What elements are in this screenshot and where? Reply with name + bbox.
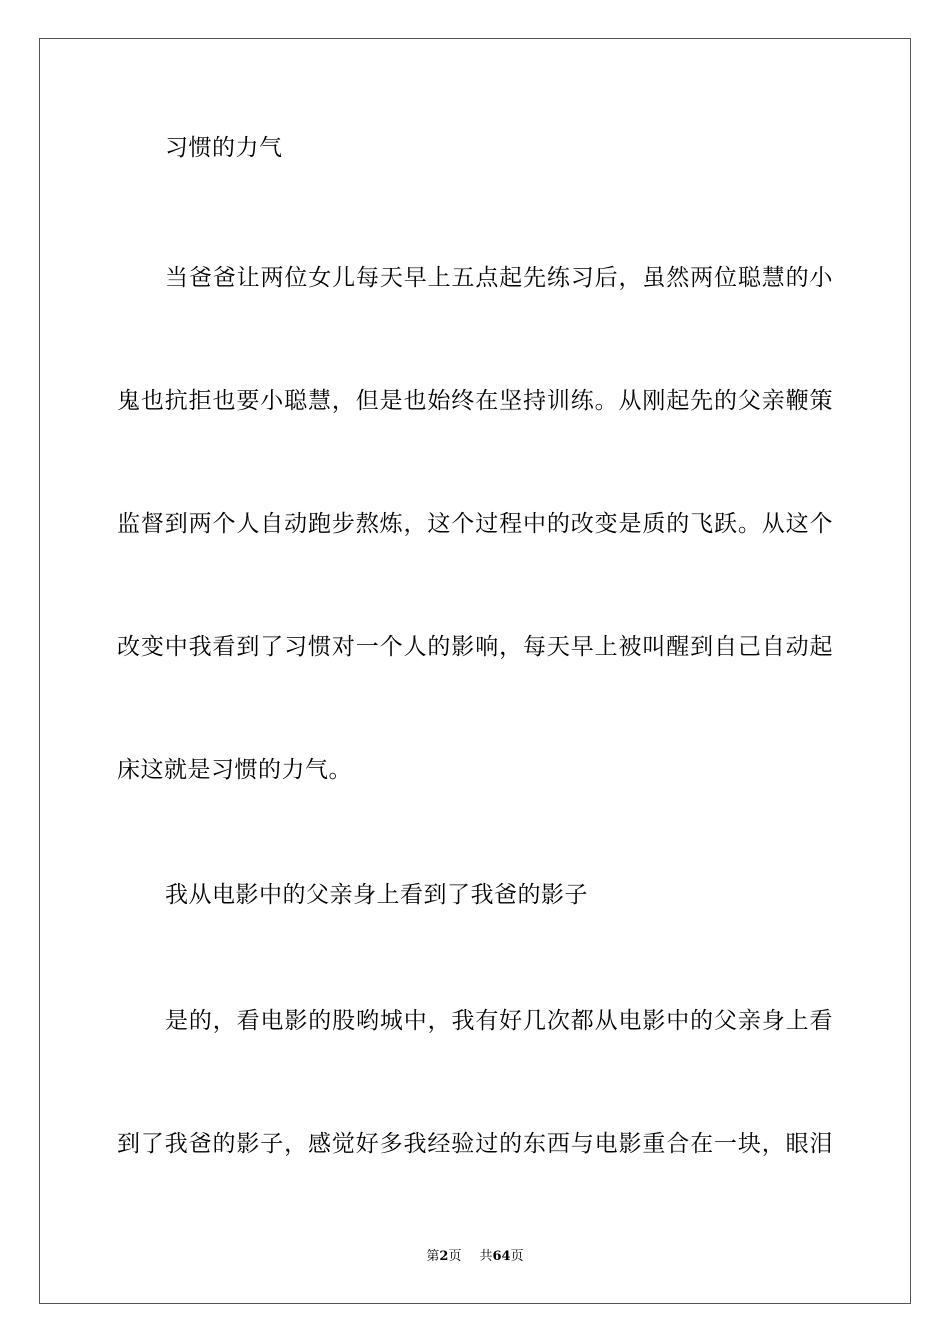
paragraph-line-1: 当爸爸让两位女儿每天早上五点起先练习后，虽然两位聪慧的小	[165, 265, 833, 291]
page-border	[39, 38, 911, 1304]
total-suffix: 页	[510, 1249, 524, 1264]
paragraph-line-4: 改变中我看到了习惯对一个人的影响，每天早上被叫醒到自己自动起	[117, 634, 833, 660]
paragraph-line-5: 床这就是习惯的力气。	[117, 757, 352, 783]
paragraph-line-2: 鬼也抗拒也要小聪慧，但是也始终在坚持训练。从刚起先的父亲鞭策	[117, 388, 833, 414]
paragraph-line-3: 监督到两个人自动跑步熬炼，这个过程中的改变是质的飞跃。从这个	[117, 511, 833, 537]
page-total: 64	[492, 1249, 511, 1264]
page-footer	[0, 1248, 950, 1266]
page-prefix: 第	[426, 1249, 440, 1264]
page-current: 2	[439, 1249, 449, 1264]
paragraph-line-6: 是的，看电影的股哟城中，我有好几次都从电影中的父亲身上看	[165, 1008, 833, 1034]
heading-father-shadow: 我从电影中的父亲身上看到了我爸的影子	[165, 882, 588, 908]
page-suffix: 页	[448, 1249, 462, 1264]
total-prefix: 共	[479, 1249, 493, 1264]
paragraph-line-7: 到了我爸的影子，感觉好多我经验过的东西与电影重合在一块，眼泪	[117, 1131, 833, 1157]
heading-habit-power: 习惯的力气	[165, 135, 283, 161]
